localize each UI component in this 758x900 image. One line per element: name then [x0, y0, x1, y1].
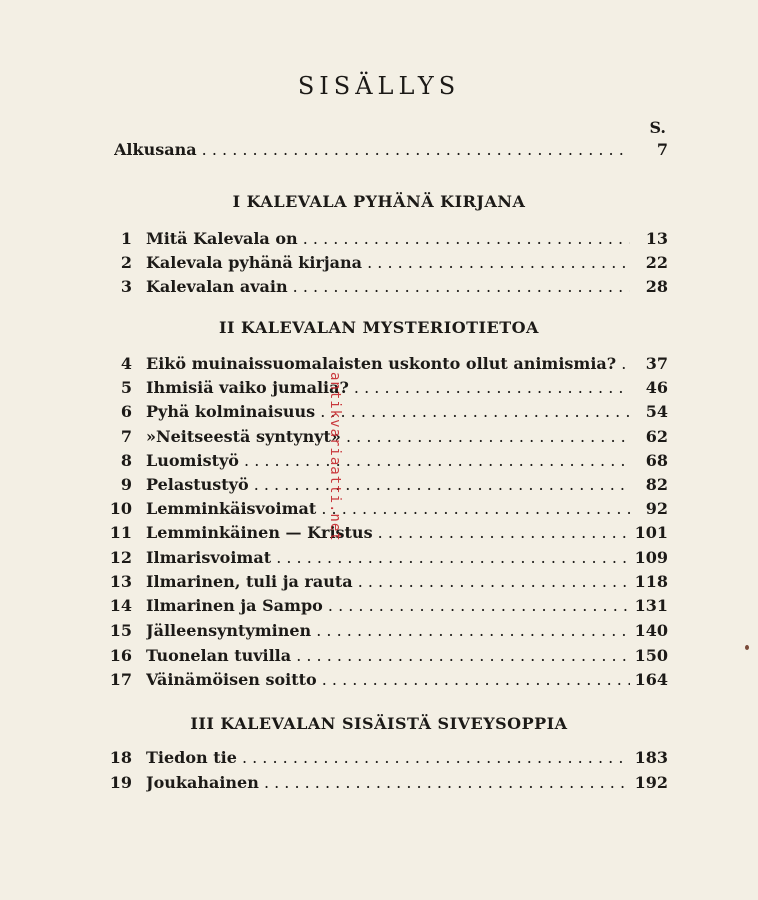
toc-page-number: 92 [645, 499, 668, 518]
section-heading-2: II KALEVALAN MYSTERIOTIETOA [219, 318, 539, 337]
toc-entry-number: 15 [109, 621, 132, 640]
toc-page-number: 28 [645, 277, 668, 296]
toc-entry-number: 7 [120, 427, 132, 446]
toc-entry-number: 18 [109, 748, 132, 767]
toc-entry-number: 17 [109, 670, 132, 689]
toc-entry-title: Kalevalan avain . . . [146, 275, 630, 299]
toc-row [0, 619, 758, 643]
toc-entry-number: 10 [109, 499, 132, 518]
toc-entry-number: 16 [109, 646, 132, 665]
toc-entry-title: Väinämöisen soitto . . . [146, 668, 630, 692]
toc-page-number: 118 [634, 572, 668, 591]
toc-entry-title: Ilmarinen, tuli ja rauta . . . [146, 570, 630, 594]
toc-entry-number: 5 [120, 378, 132, 397]
toc-entry-title: Pyhä kolminaisuus . . . [146, 400, 630, 424]
toc-page-number: 140 [634, 621, 668, 640]
toc-entry-title: Tiedon tie . . . [146, 746, 630, 770]
toc-entry-number: 6 [120, 402, 132, 421]
toc-row [0, 425, 758, 449]
toc-row [0, 521, 758, 545]
toc-row [0, 275, 758, 299]
toc-entry-title: Eikö muinaissuomalaisten uskonto ollut animismia? . . . [146, 352, 630, 376]
toc-row [0, 497, 758, 521]
section-heading-1: I KALEVALA PYHÄNÄ KIRJANA [232, 192, 526, 211]
toc-entry-title: »Neitseestä syntynyt» . . . [146, 425, 630, 449]
toc-row [0, 594, 758, 618]
toc-entry-title: Luomistyö . . . [146, 449, 630, 473]
toc-row [0, 227, 758, 251]
toc-entry-title: Alkusana . . . [114, 138, 630, 162]
toc-entry-title: Lemminkäisvoimat . . . [146, 497, 630, 521]
toc-row [0, 352, 758, 376]
page-column-label: S. [649, 118, 666, 137]
toc-row [0, 644, 758, 668]
toc-entry-number: 1 [120, 229, 132, 248]
toc-row [0, 771, 758, 795]
toc-page-number: 101 [634, 523, 668, 542]
toc-entry-number: 19 [109, 773, 132, 792]
toc-entry-number: 8 [120, 451, 132, 470]
toc-entry-title: Ihmisiä vaiko jumalia? . . . [146, 376, 630, 400]
toc-row [0, 546, 758, 570]
toc-page-number: 37 [645, 354, 668, 373]
toc-page-number: 192 [634, 773, 668, 792]
toc-row-intro [0, 138, 758, 162]
toc-page-number: 22 [645, 253, 668, 272]
toc-page-number: 131 [634, 596, 668, 615]
toc-row [0, 473, 758, 497]
toc-entry-title: Mitä Kalevala on . . . [146, 227, 630, 251]
toc-page-number: 62 [645, 427, 668, 446]
toc-entry-title: Kalevala pyhänä kirjana . . . [146, 251, 630, 275]
toc-page-number: 164 [634, 670, 668, 689]
section-heading-3: III KALEVALAN SISÄISTÄ SIVEYSOPPIA [190, 714, 568, 733]
toc-entry-title: Jälleensyntyminen . . . [146, 619, 630, 643]
toc-row [0, 746, 758, 770]
toc-entry-number: 2 [120, 253, 132, 272]
toc-page-number: 183 [634, 748, 668, 767]
toc-page-number: 150 [634, 646, 668, 665]
toc-entry-title: Pelastustyö . . . [146, 473, 630, 497]
toc-row [0, 400, 758, 424]
toc-entry-number: 12 [109, 548, 132, 567]
toc-row [0, 570, 758, 594]
toc-entry-number: 4 [120, 354, 132, 373]
toc-entry-number: 9 [120, 475, 132, 494]
toc-entry-number: 13 [109, 572, 132, 591]
toc-page-number: 109 [634, 548, 668, 567]
toc-entry-title: Tuonelan tuvilla . . . [146, 644, 630, 668]
toc-entry-title: Ilmarinen ja Sampo . . . [146, 594, 630, 618]
toc-entry-number: 3 [120, 277, 132, 296]
toc-entry-title: Lemminkäinen — Kristus . . . [146, 521, 630, 545]
toc-row [0, 668, 758, 692]
toc-entry-title: Joukahainen . . . [146, 771, 630, 795]
toc-page-number: 13 [645, 229, 668, 248]
toc-entry-title: Ilmarisvoimat . . . [146, 546, 630, 570]
toc-page-number: 46 [645, 378, 668, 397]
toc-row [0, 251, 758, 275]
toc-page-number: 7 [656, 140, 668, 159]
watermark-stamp: antikvariaatti.net [327, 372, 343, 542]
toc-page-number: 68 [645, 451, 668, 470]
toc-page-number: 82 [645, 475, 668, 494]
toc-page-number: 54 [645, 402, 668, 421]
toc-row [0, 376, 758, 400]
page-title: SISÄLLYS [297, 72, 461, 100]
paper-spot [745, 645, 749, 650]
toc-entry-number: 14 [109, 596, 132, 615]
toc-row [0, 449, 758, 473]
toc-entry-number: 11 [109, 523, 132, 542]
